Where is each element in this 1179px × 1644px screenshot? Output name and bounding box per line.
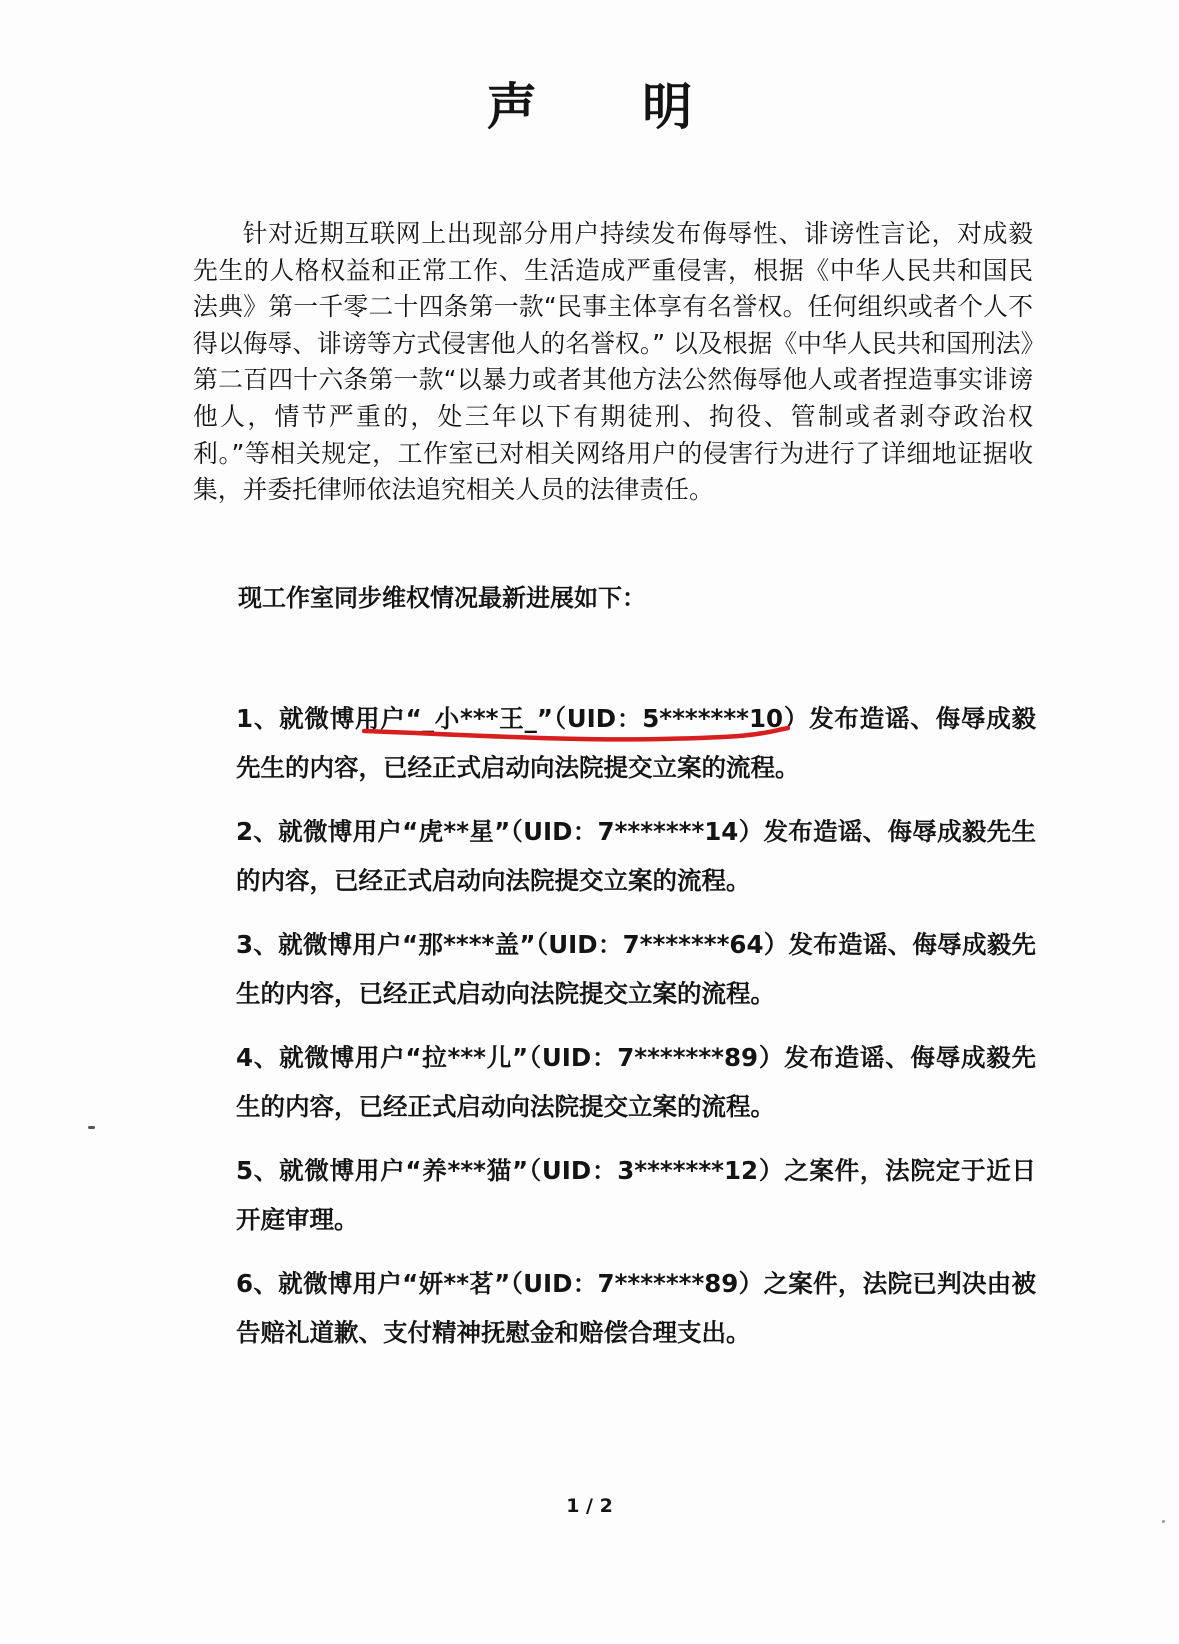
page-title: 声 明 — [486, 77, 737, 136]
case-item-3: 3、就微博用户“那****盖”（UID：7*******64）发布造谣、侮辱成毅先生的内容，已经正式启动向法院提交立案的流程。 — [236, 930, 1036, 1008]
case-item-5: 5、就微博用户“养***猫”（UID：3*******12）之案件，法院定于近日开庭审理。 — [236, 1156, 1036, 1234]
case-item-6: 6、就微博用户“妍**茗”（UID：7*******89）之案件，法院已判决由被告赔礼道歉、支付精神抚慰金和赔偿合理支出。 — [236, 1269, 1036, 1347]
scan-speck — [88, 1126, 95, 1129]
page-number: 1 / 2 — [566, 1495, 613, 1517]
case-item-4: 4、就微博用户“拉***儿”（UID：7*******89）发布造谣、侮辱成毅先生的内容，已经正式启动向法院提交立案的流程。 — [236, 1043, 1036, 1121]
case-item-1: 1、就微博用户“_小***王_”（UID：5*******10）发布造谣、侮辱成毅先生的内容，已经正式启动向法院提交立案的流程。 — [236, 704, 1036, 782]
case-item-2: 2、就微博用户“虎**星”（UID：7*******14）发布造谣、侮辱成毅先生的内容，已经正式启动向法院提交立案的流程。 — [236, 817, 1036, 895]
scan-speck — [1162, 1520, 1165, 1523]
case-list — [236, 694, 1036, 1372]
intro-paragraph: 针对近期互联网上出现部分用户持续发布侮辱性、诽谤性言论，对成毅先生的人格权益和正常工作、生活造成严重侵害，根据《中华人民共和国民法典》第一千零二十四条第一款“民事主体享有名誉权。任何组织或者个人不得以侮辱、诽谤等方式侵害他人的名誉权。” 以及根据《中华人民共和国刑法》第二百四十六条第一款“以暴力或者其他方法公然侮辱他人或者捏造事实诽谤他人，情节严重的，处三年以下有期徒刑、拘役、管制或者剥夺政治权利。”等相关规定，工作室已对相关网络用户的侵害行为进行了详细地证据收集，并委托律师依法追究相关人员的法律责任。 — [193, 219, 1033, 505]
progress-lead: 现工作室同步维权情况最新进展如下： — [238, 584, 646, 612]
